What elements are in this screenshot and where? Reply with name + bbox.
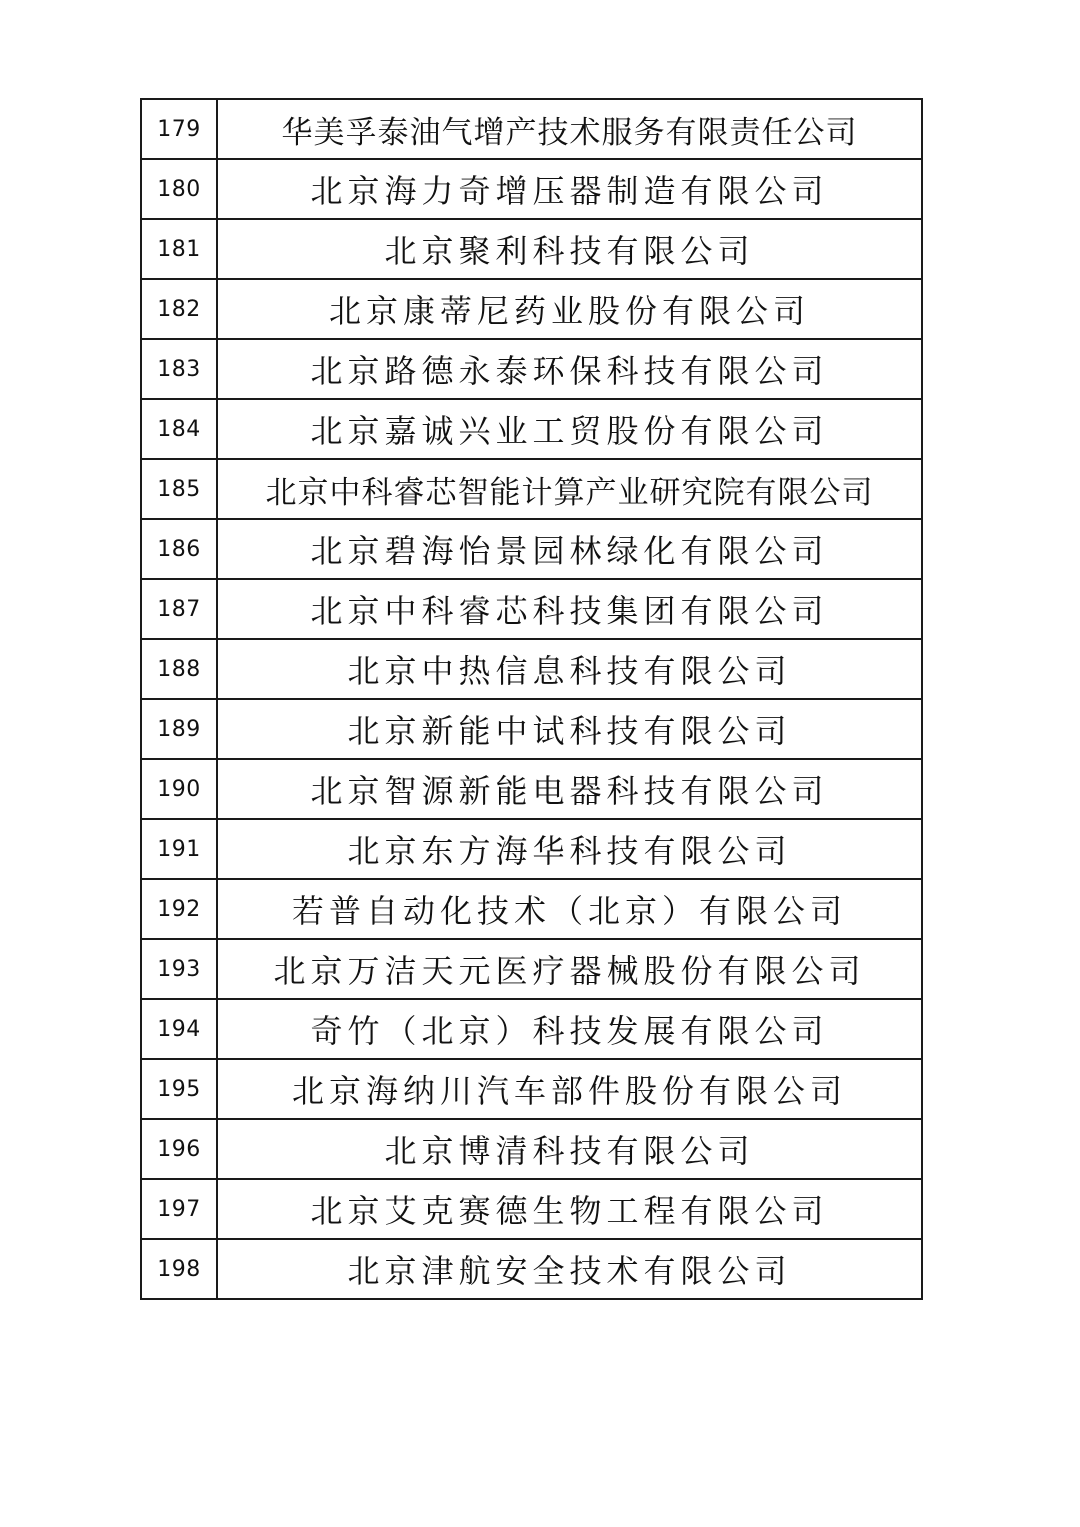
row-number: 195 — [141, 1059, 217, 1119]
company-name: 若普自动化技术（北京）有限公司 — [217, 879, 922, 939]
table-row — [141, 1179, 922, 1239]
company-name: 北京海纳川汽车部件股份有限公司 — [217, 1059, 922, 1119]
table-row — [141, 1239, 922, 1299]
company-name: 北京博清科技有限公司 — [217, 1119, 922, 1179]
table-row — [141, 279, 922, 339]
row-number: 185 — [141, 459, 217, 519]
company-name: 华美孚泰油气增产技术服务有限责任公司 — [217, 99, 922, 159]
row-number: 192 — [141, 879, 217, 939]
row-number: 183 — [141, 339, 217, 399]
row-number: 181 — [141, 219, 217, 279]
table-row — [141, 159, 922, 219]
table-row — [141, 879, 922, 939]
company-name: 北京中科睿芯智能计算产业研究院有限公司 — [217, 459, 922, 519]
company-name: 北京海力奇增压器制造有限公司 — [217, 159, 922, 219]
table-row — [141, 519, 922, 579]
row-number: 189 — [141, 699, 217, 759]
row-number: 191 — [141, 819, 217, 879]
row-number: 184 — [141, 399, 217, 459]
table-row — [141, 99, 922, 159]
company-name: 北京中热信息科技有限公司 — [217, 639, 922, 699]
company-name: 北京艾克赛德生物工程有限公司 — [217, 1179, 922, 1239]
company-name: 北京津航安全技术有限公司 — [217, 1239, 922, 1299]
company-name: 北京东方海华科技有限公司 — [217, 819, 922, 879]
table-row — [141, 339, 922, 399]
company-name: 北京新能中试科技有限公司 — [217, 699, 922, 759]
table-row — [141, 939, 922, 999]
table-row — [141, 639, 922, 699]
company-list-sheet — [140, 98, 923, 1300]
row-number: 188 — [141, 639, 217, 699]
company-name: 北京中科睿芯科技集团有限公司 — [217, 579, 922, 639]
row-number: 193 — [141, 939, 217, 999]
table-row — [141, 819, 922, 879]
row-number: 186 — [141, 519, 217, 579]
row-number: 182 — [141, 279, 217, 339]
company-name: 北京康蒂尼药业股份有限公司 — [217, 279, 922, 339]
table-row — [141, 1059, 922, 1119]
company-name: 北京路德永泰环保科技有限公司 — [217, 339, 922, 399]
company-name: 北京万洁天元医疗器械股份有限公司 — [217, 939, 922, 999]
table-row — [141, 219, 922, 279]
row-number: 187 — [141, 579, 217, 639]
row-number: 180 — [141, 159, 217, 219]
table-row — [141, 699, 922, 759]
table-row — [141, 999, 922, 1059]
company-name: 北京智源新能电器科技有限公司 — [217, 759, 922, 819]
row-number: 196 — [141, 1119, 217, 1179]
table-row — [141, 1119, 922, 1179]
row-number: 198 — [141, 1239, 217, 1299]
row-number: 194 — [141, 999, 217, 1059]
table-row — [141, 399, 922, 459]
company-name: 北京碧海怡景园林绿化有限公司 — [217, 519, 922, 579]
table-row — [141, 459, 922, 519]
row-number: 197 — [141, 1179, 217, 1239]
company-name: 北京嘉诚兴业工贸股份有限公司 — [217, 399, 922, 459]
company-name: 北京聚利科技有限公司 — [217, 219, 922, 279]
company-table — [140, 98, 923, 1300]
table-row — [141, 759, 922, 819]
row-number: 190 — [141, 759, 217, 819]
row-number: 179 — [141, 99, 217, 159]
company-name: 奇竹（北京）科技发展有限公司 — [217, 999, 922, 1059]
table-row — [141, 579, 922, 639]
